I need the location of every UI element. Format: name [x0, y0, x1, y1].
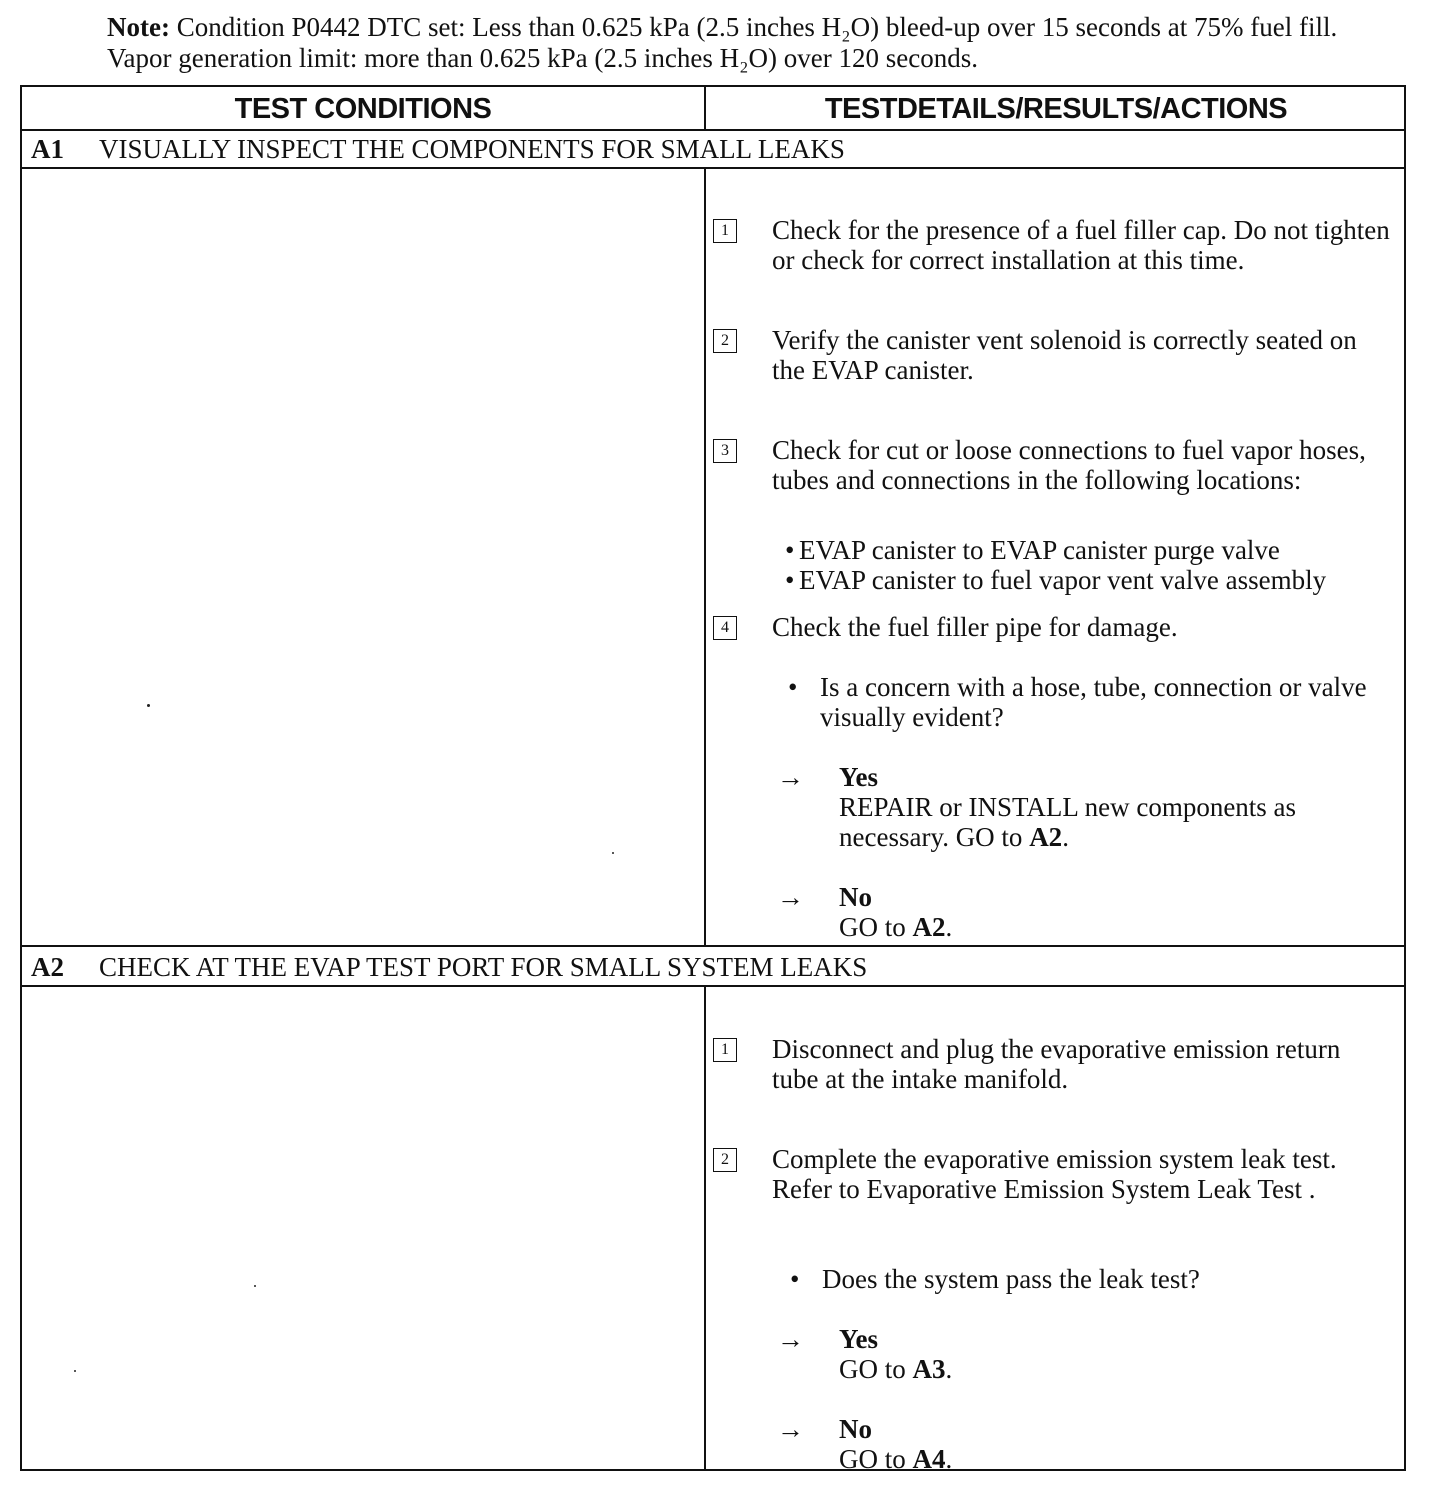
arrow-right-icon: →	[777, 762, 804, 792]
action-reference: A3	[912, 1354, 946, 1384]
answer-action	[839, 792, 1399, 852]
step-number-box: 4	[713, 616, 737, 640]
bullet-icon: •	[785, 535, 795, 565]
list-item-text: EVAP canister to fuel vapor vent valve assembly	[799, 565, 1327, 595]
section-header-a2	[22, 947, 1404, 987]
action-text: GO to	[839, 912, 913, 942]
arrow-right-icon: →	[777, 882, 804, 912]
action-punct: .	[945, 1444, 953, 1474]
answer-action	[839, 1444, 1399, 1474]
column-divider	[704, 169, 706, 947]
test-conditions-header: TEST CONDITIONS	[234, 93, 492, 125]
question-text: Does the system pass the leak test?	[822, 1264, 1200, 1294]
section-title: VISUALLY INSPECT THE COMPONENTS FOR SMALL LEAKS	[99, 134, 845, 164]
section-header-a1	[22, 129, 1404, 169]
action-punct: .	[945, 1354, 953, 1384]
bullet-icon: •	[788, 672, 798, 702]
answer-label: No	[839, 1414, 872, 1444]
note-text: Condition P0442 DTC set: Less than 0.625 kPa (2.5 inches H₂O) bleed-up over 15 seconds at 75% fuel fill. Vapor generation limit: more than 0.625 kPa (2.5 inches H₂O) over 120 seconds.	[107, 12, 1338, 73]
answer-label: No	[839, 882, 872, 912]
action-reference: A4	[912, 1444, 946, 1474]
test-details-header: TESTDETAILS/RESULTS/ACTIONS	[824, 93, 1288, 125]
step-text: Check for the presence of a fuel filler cap. Do not tighten or check for correct installation at this time.	[772, 215, 1390, 275]
step-text: Check for cut or loose connections to fuel vapor hoses, tubes and connections in the following locations:	[772, 435, 1366, 495]
diagnostic-table	[20, 85, 1406, 1474]
column-divider	[704, 87, 706, 129]
question-a1	[788, 672, 1410, 732]
step-text: Check the fuel filler pipe for damage.	[772, 612, 1178, 642]
note-paragraph	[107, 12, 1397, 74]
list-item	[785, 535, 1399, 565]
answer-action	[839, 912, 1399, 942]
scan-speck	[74, 1370, 76, 1372]
step-text: Disconnect and plug the evaporative emission return tube at the intake manifold.	[772, 1034, 1341, 1094]
action-punct: .	[945, 912, 953, 942]
action-reference: A2	[1029, 822, 1063, 852]
scan-speck	[612, 852, 614, 854]
question-text: Is a concern with a hose, tube, connection or valve visually evident?	[820, 672, 1367, 732]
list-item-text: EVAP canister to EVAP canister purge valve	[799, 535, 1280, 565]
section-title: CHECK AT THE EVAP TEST PORT FOR SMALL SYSTEM LEAKS	[99, 952, 868, 982]
bullet-icon: •	[785, 565, 795, 595]
step-number-box: 2	[713, 329, 737, 353]
answer-label: Yes	[839, 1324, 878, 1354]
column-divider	[704, 987, 706, 1471]
section-id: A2	[31, 952, 64, 982]
action-reference: A2	[912, 912, 946, 942]
step-text: Complete the evaporative emission system leak test. Refer to Evaporative Emission System Leak Test .	[772, 1144, 1337, 1204]
scan-speck	[147, 704, 150, 707]
step-number-box: 1	[713, 219, 737, 243]
action-text: REPAIR or INSTALL new components as necessary. GO to	[839, 792, 1297, 852]
step-text: Verify the canister vent solenoid is correctly seated on the EVAP canister.	[772, 325, 1357, 385]
step-number-box: 3	[713, 439, 737, 463]
action-text: GO to	[839, 1444, 913, 1474]
table-header-row	[22, 87, 1404, 131]
arrow-right-icon: →	[777, 1414, 804, 1444]
list-item	[785, 565, 1399, 595]
answer-label: Yes	[839, 762, 878, 792]
note-label: Note:	[107, 12, 170, 42]
step-number-box: 1	[713, 1038, 737, 1062]
arrow-right-icon: →	[777, 1324, 804, 1354]
answer-action	[839, 1354, 1399, 1384]
scan-speck	[254, 1285, 256, 1287]
question-a2	[790, 1264, 1412, 1294]
action-text: GO to	[839, 1354, 913, 1384]
bullet-icon: •	[790, 1264, 800, 1294]
action-punct: .	[1062, 822, 1069, 852]
section-id: A1	[31, 134, 64, 164]
step-number-box: 2	[713, 1148, 737, 1172]
